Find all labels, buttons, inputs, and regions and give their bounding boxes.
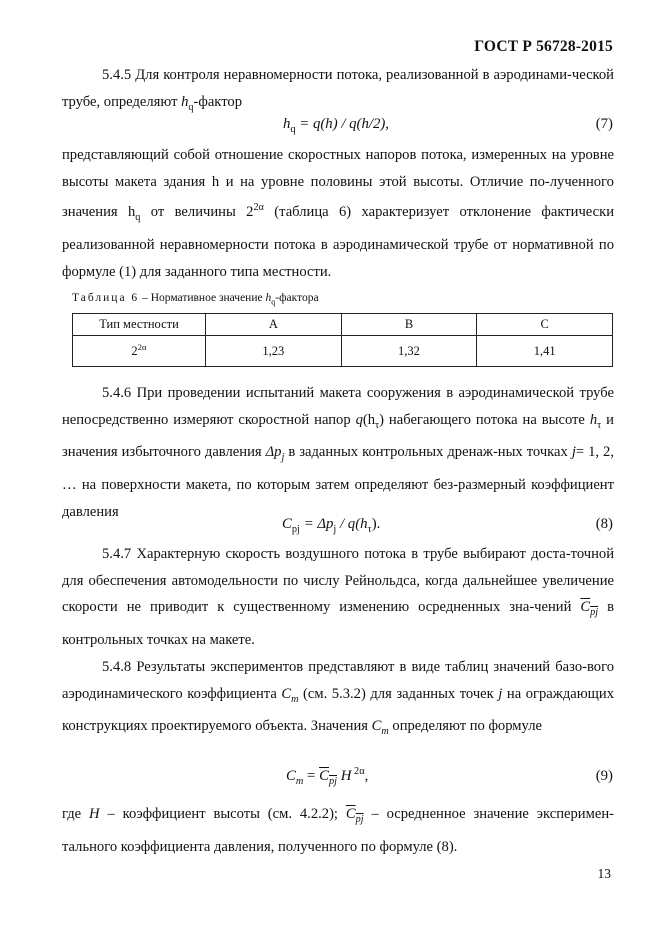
formula-7-rhs: = q(h) / q(h/2), <box>299 116 390 132</box>
s545-body-4: (таблица 6) характеризует отклонение фактически реализованной неравномерности потока в аэродинамической трубе от нормативной по формуле (1) для заданного типа местности. <box>62 204 614 280</box>
section-5-4-5-lead: 5.4.5 Для контроля неравномерности потока, реализованной в аэродинами-ческой трубе, определяют <box>62 67 614 110</box>
formula-8-rhs-sub: j <box>333 523 337 535</box>
table-6-label: Таблица 6 <box>72 292 140 304</box>
hq-var: h <box>181 93 189 110</box>
s546-text-1: 5.4.6 При проведении испытаний макета сооружения в аэродинамической трубе непосредственно измеряют скоростной напор <box>62 385 614 428</box>
row-label-base: 2 <box>131 344 138 359</box>
s547-tail: в контрольных точках на макете. <box>62 599 614 649</box>
table-header-row <box>73 314 613 336</box>
section-5-4-7: 5.4.7 Характерную скорость воздушного потока в трубе выбирают доста-точной для обеспечения автомодельности по числу Рейнольдса, когда дальнейшее увеличение скорости не приводит к существенному изменению осредненных зна-чений $C_{pj}$ в контрольных точках на макете. <box>62 546 614 649</box>
formula-7 <box>283 116 389 135</box>
s548-text-1: 5.4.8 Результаты экспериментов представляют в виде таблиц значений базо-вого аэродинамического коэффициента <box>62 659 614 702</box>
s546-text-5: в заданных контрольных дренаж-ных точках <box>284 444 572 461</box>
formula-8: $C_{pj} = \Delta p_j / q(h_\tau)$. <box>282 516 381 535</box>
formula-9-number: (9) <box>595 768 613 784</box>
s547-text: 5.4.7 Характерную скорость воздушного потока в трубе выбирают доста-точной для обеспечения автомодельности по числу Рейнольдса, когда дальнейшее увеличение скорости не приводит к существенному изменению осредненных зна-чений <box>62 546 614 616</box>
s546-text-6: = 1, 2, … на поверхности макета, по которым затем определяют без-размерный коэффициент давления <box>62 444 615 520</box>
header-a: A <box>206 314 342 336</box>
formula-7-number: (7) <box>595 116 613 132</box>
s546-text-2: (h <box>362 411 376 428</box>
s545-body-3: от величины 2 <box>140 204 254 221</box>
row-label-sup: 2α <box>137 342 147 353</box>
hq-sub: q <box>188 101 194 113</box>
formula-8-tail: / q(h <box>336 516 368 532</box>
table-6-caption <box>72 292 319 306</box>
table-6-caption-sub: q <box>271 297 276 307</box>
formula-8-lhs: C <box>282 516 292 532</box>
header-terrain-type: Тип местности <box>73 314 206 336</box>
table-6-caption-tail: -фактора <box>275 292 319 304</box>
document-header: ГОСТ Р 56728-2015 <box>474 38 613 55</box>
s546-text-3: ) набегающего потока на высоте <box>379 411 590 428</box>
formula-9: $C_m = C_{pj}$ H $^{2\alpha}$, <box>286 766 369 787</box>
s545-body-2: и на уровне половины этой высоты. Отличие по-лученного значения h <box>62 173 614 221</box>
formula-8-tail2: ). <box>371 516 381 532</box>
s545-body-1: представляющий собой отношение скоростных напоров потока, измеренных на уровне высоты макета здания h <box>62 147 614 190</box>
formula-8-rhs: = Δp <box>299 516 334 532</box>
formula-8-number: (8) <box>595 516 613 532</box>
header-c: C <box>477 314 613 336</box>
hq-tail: -фактор <box>193 93 242 110</box>
row-label <box>73 336 206 367</box>
s548-text-3: на ограждающих конструкциях проектируемого объекта. Значения <box>62 685 614 735</box>
value-b: 1,32 <box>341 336 477 367</box>
formula-7-lhs: h <box>283 116 291 132</box>
s548-where-1: где <box>62 806 90 822</box>
value-a: 1,23 <box>206 336 342 367</box>
section-5-4-8-where: где H – коэффициент высоты (см. 4.2.2); $C_{pj}$ – осредненное значение эксперимен-тального коэффициента давления, полученного по формуле (8). <box>62 806 614 855</box>
section-5-4-6: 5.4.6 При проведении испытаний макета сооружения в аэродинамической трубе непосредственно измеряют скоростной напор $q(h_\tau)$ набегающего потока на высоте $h_\tau$ и значения избыточного давления $\Delta p_j$ в заданных контрольных дренаж-ных точках j= 1, 2, … на поверхности макета, по которым затем определяют без-размерный коэффициент давления <box>62 385 615 520</box>
header-b: B <box>341 314 477 336</box>
formula-7-lhs-sub: q <box>290 123 296 135</box>
s548-where-2: – коэффициент высоты (см. 4.2.2); <box>99 806 346 822</box>
section-5-4-5-body: представляющий собой отношение скоростных напоров потока, измеренных на уровне высоты макета здания h и на уровне половины этой высоты. Отличие по-лученного значения $h_q$ от величины $2^{2\alpha}$ (таблица 6) характеризует отклонение фактически реализованной неравномерности потока в аэродинамической трубе от нормативной по формуле (1) для заданного типа местности. <box>62 147 614 280</box>
s546-text-4: и значения избыточного давления <box>62 411 614 461</box>
s545-sup: 2α <box>253 202 264 214</box>
table-6-caption-var: h <box>265 292 272 304</box>
section-5-4-5 <box>62 62 614 121</box>
table-6 <box>72 313 613 367</box>
section-5-4-8: 5.4.8 Результаты экспериментов представляют в виде таблиц значений базо-вого аэродинамического коэффициента $C_m$ (см. 5.3.2) для заданных точек j на ограждающих конструкциях проектируемого объекта. Значения $C_m$ определяют по формуле <box>62 659 614 738</box>
s548-where-3: – осредненное значение эксперимен-тального коэффициента давления, полученного по формуле (8). <box>62 806 614 855</box>
s548-text-2: (см. 5.3.2) для заданных точек <box>298 685 499 702</box>
value-c: 1,41 <box>477 336 613 367</box>
formula-8-lhs-sub: pj <box>291 523 300 535</box>
table-row <box>73 336 613 367</box>
page-number: 13 <box>597 866 611 881</box>
s548-text-4: определяют по формуле <box>388 718 542 735</box>
table-6-caption-text: – Нормативное значение <box>139 292 266 304</box>
